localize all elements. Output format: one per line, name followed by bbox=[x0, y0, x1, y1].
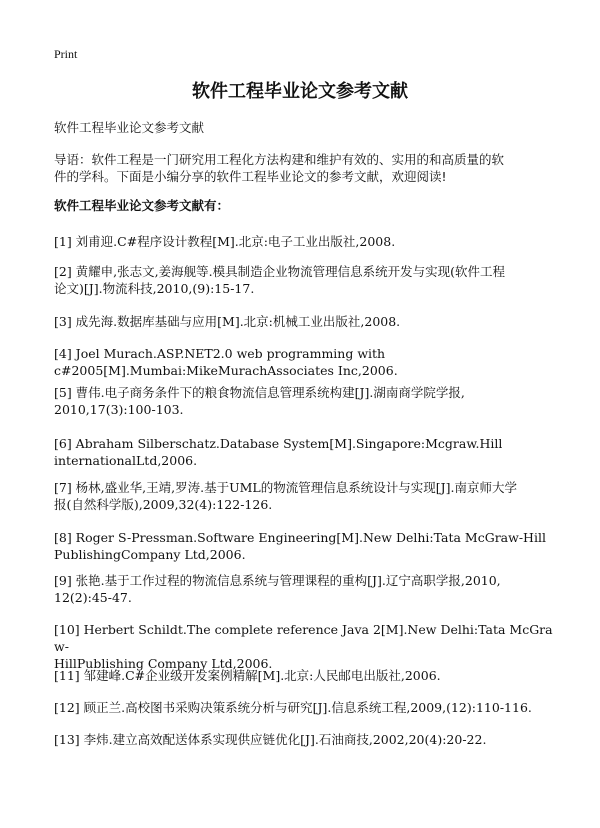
reference-line: [1] 刘甫迎.C#程序设计教程[M].北京:电子工业出版社,2008. bbox=[54, 234, 396, 249]
reference-line: [8] Roger S-Pressman.Software Engineering[M].New Delhi:Tata McGraw-Hill bbox=[54, 530, 546, 545]
references-heading: 软件工程毕业论文参考文献有： bbox=[54, 198, 230, 213]
reference-line: [6] Abraham Silberschatz.Database System[M].Singapore:Mcgraw.Hill bbox=[54, 436, 503, 451]
reference-line: c#2005[M].Mumbai:MikeMurachAssociates Inc,2006. bbox=[54, 363, 398, 378]
page-title: 软件工程毕业论文参考文献 bbox=[192, 81, 408, 102]
reference-item bbox=[54, 529, 554, 563]
intro-paragraph bbox=[54, 151, 554, 185]
reference-item bbox=[54, 233, 554, 250]
reference-line: [12] 顾正兰.高校图书采购决策系统分析与研究[J].信息系统工程,2009,(12):110-116. bbox=[54, 700, 532, 715]
reference-item bbox=[54, 572, 554, 606]
intro-line: 件的学科。下面是小编分享的软件工程毕业论文的参考文献，欢迎阅读! bbox=[54, 169, 447, 184]
reference-line: [4] Joel Murach.ASP.NET2.0 web programming with bbox=[54, 346, 386, 361]
reference-line: [13] 李炜.建立高效配送体系实现供应链优化[J].石油商技,2002,20(4):20-22. bbox=[54, 732, 487, 747]
reference-line: [10] Herbert Schildt.The complete reference Java 2[M].New Delhi:Tata McGraw- bbox=[54, 622, 553, 654]
reference-line: 报(自然科学版),2009,32(4):122-126. bbox=[54, 497, 273, 512]
reference-line: [9] 张艳.基于工作过程的物流信息系统与管理课程的重构[J].辽宁高职学报,2010, bbox=[54, 573, 501, 588]
reference-item bbox=[54, 384, 554, 418]
print-link[interactable]: Print bbox=[54, 47, 78, 61]
reference-item bbox=[54, 263, 554, 297]
reference-line: [11] 邹建峰.C#企业级开发案例精解[M].北京:人民邮电出版社,2006. bbox=[54, 668, 441, 683]
intro-line: 导语：软件工程是一门研究用工程化方法构建和维护有效的、实用的和高质量的软 bbox=[54, 152, 505, 167]
reference-line: HillPublishing Company Ltd,2006. bbox=[54, 656, 273, 671]
document-subtitle: 软件工程毕业论文参考文献 bbox=[54, 120, 205, 135]
reference-item bbox=[54, 667, 554, 684]
reference-line: [2] 黄耀申,张志文,姜海舰等.模具制造企业物流管理信息系统开发与实现(软件工程 bbox=[54, 264, 505, 279]
reference-line: 2010,17(3):100-103. bbox=[54, 402, 184, 417]
reference-line: 12(2):45-47. bbox=[54, 590, 132, 605]
reference-item bbox=[54, 313, 554, 330]
reference-line: PublishingCompany Ltd,2006. bbox=[54, 547, 246, 562]
reference-line: [5] 曹伟.电子商务条件下的粮食物流信息管理系统构建[J].湖南商学院学报, bbox=[54, 385, 465, 400]
reference-line: [7] 杨林,盛业华,王靖,罗涛.基于UML的物流管理信息系统设计与实现[J].南京师大学 bbox=[54, 480, 517, 495]
reference-item bbox=[54, 621, 554, 672]
reference-item bbox=[54, 345, 554, 379]
reference-item bbox=[54, 731, 554, 748]
reference-line: 论文)[J].物流科技,2010,(9):15-17. bbox=[54, 281, 255, 296]
reference-item bbox=[54, 479, 554, 513]
reference-item bbox=[54, 435, 554, 469]
reference-line: [3] 成先海.数据库基础与应用[M].北京:机械工业出版社,2008. bbox=[54, 314, 401, 329]
reference-line: internationalLtd,2006. bbox=[54, 453, 198, 468]
reference-item bbox=[54, 699, 554, 716]
